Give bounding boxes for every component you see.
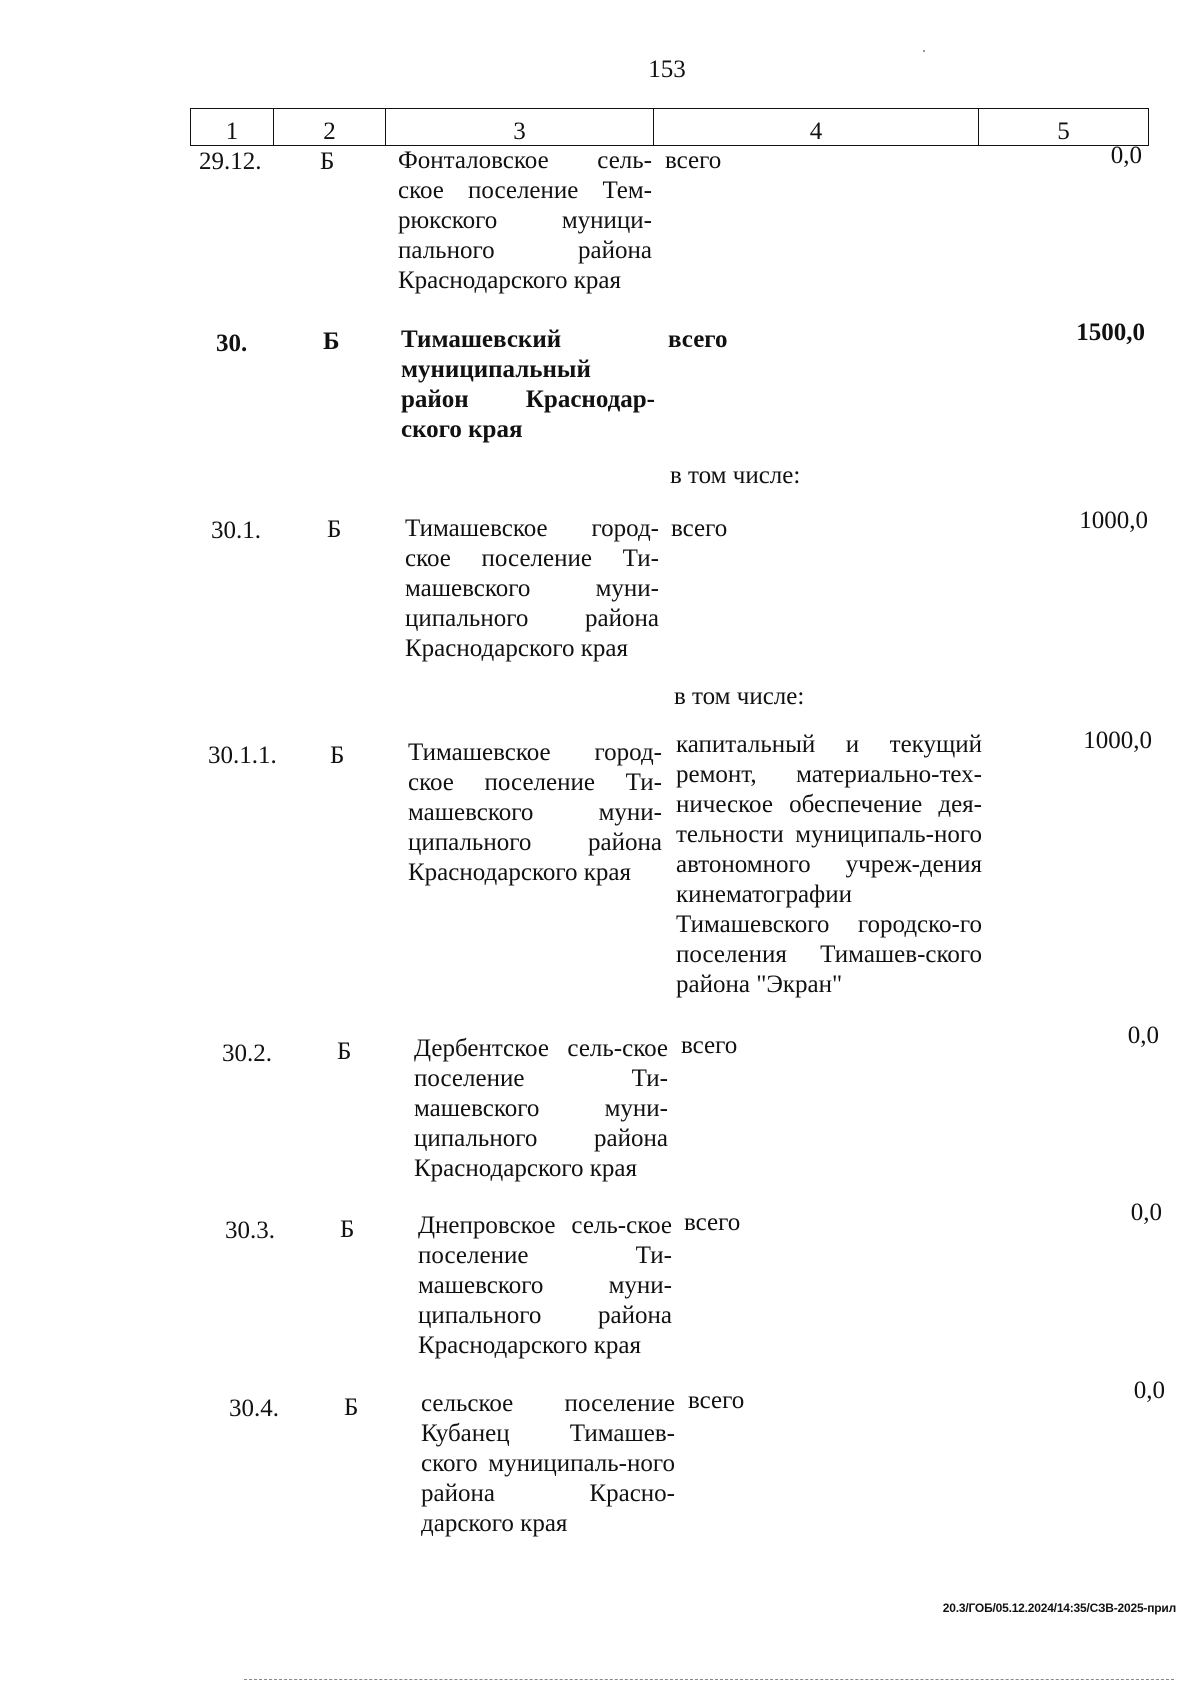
page-number: 153 bbox=[648, 56, 686, 83]
row-note: в том числе: bbox=[674, 683, 805, 710]
row-number: 30. bbox=[216, 330, 248, 357]
row-kind: Б bbox=[327, 516, 342, 543]
row-number: 30.1.1. bbox=[208, 742, 277, 769]
row-purpose: капитальный и текущий ремонт, материально-тех-ническое обеспечение дея-тельности муниципаль-ного автономного учреж-дения кинематографии Тимашевского городско-го поселения Тимашев-ского района "Экран" bbox=[676, 731, 982, 998]
header-col-3: 3 bbox=[386, 109, 654, 146]
row-kind: Б bbox=[330, 742, 345, 769]
row-description: Днепровское сель-ское поселение Ти-машевского муни-ципального района Краснодарского края bbox=[418, 1212, 672, 1359]
row-purpose: всего bbox=[688, 1387, 745, 1414]
row-number: 29.12. bbox=[199, 148, 262, 175]
row-purpose: всего bbox=[684, 1209, 741, 1236]
scan-speck bbox=[923, 50, 925, 52]
document-code: 20.3/ГОБ/05.12.2024/14:35/СЗВ-2025-прил bbox=[942, 1601, 1176, 1615]
row-note: в том числе: bbox=[670, 462, 801, 489]
row-kind: Б bbox=[323, 328, 340, 355]
row-description: Тимашевское город-ское поселение Ти-машевского муни-ципального района Краснодарского края bbox=[408, 739, 662, 886]
row-amount: 1500,0 bbox=[1076, 319, 1145, 346]
row-description: Дербентское сель-ское поселение Ти-машевского муни-ципального района Краснодарского края bbox=[414, 1035, 668, 1182]
row-amount: 0,0 bbox=[1110, 142, 1142, 169]
row-kind: Б bbox=[344, 1394, 359, 1421]
page-bottom-divider bbox=[244, 1679, 1174, 1680]
row-amount: 1000,0 bbox=[1083, 727, 1152, 754]
row-amount: 1000,0 bbox=[1079, 507, 1148, 534]
header-col-4: 4 bbox=[654, 109, 979, 146]
row-number: 30.2. bbox=[222, 1040, 272, 1067]
header-col-1: 1 bbox=[191, 109, 274, 146]
row-purpose: всего bbox=[681, 1032, 738, 1059]
row-number: 30.4. bbox=[229, 1395, 279, 1422]
row-amount: 0,0 bbox=[1127, 1022, 1159, 1049]
row-amount: 0,0 bbox=[1133, 1377, 1165, 1404]
table-header bbox=[190, 108, 1149, 146]
row-number: 30.3. bbox=[225, 1217, 275, 1244]
row-description: Фонталовское сель-ское поселение Тем-рюкского муници-пального района Краснодарского края bbox=[398, 147, 652, 294]
row-kind: Б bbox=[337, 1038, 352, 1065]
row-description: сельское поселение Кубанец Тимашев-ского муниципаль-ного района Красно-дарского края bbox=[421, 1390, 675, 1537]
row-amount: 0,0 bbox=[1130, 1199, 1162, 1226]
row-description: Тимашевский муниципальный район Краснодар-ского края bbox=[401, 326, 655, 443]
row-kind: Б bbox=[320, 148, 335, 175]
row-number: 30.1. bbox=[211, 517, 261, 544]
row-purpose: всего bbox=[671, 515, 728, 542]
row-purpose: всего bbox=[665, 147, 722, 174]
header-col-2: 2 bbox=[274, 109, 386, 146]
row-kind: Б bbox=[340, 1216, 355, 1243]
row-description: Тимашевское город-ское поселение Ти-машевского муни-ципального района Краснодарского края bbox=[405, 515, 659, 662]
row-purpose: всего bbox=[668, 326, 728, 353]
header-col-5: 5 bbox=[979, 109, 1149, 146]
